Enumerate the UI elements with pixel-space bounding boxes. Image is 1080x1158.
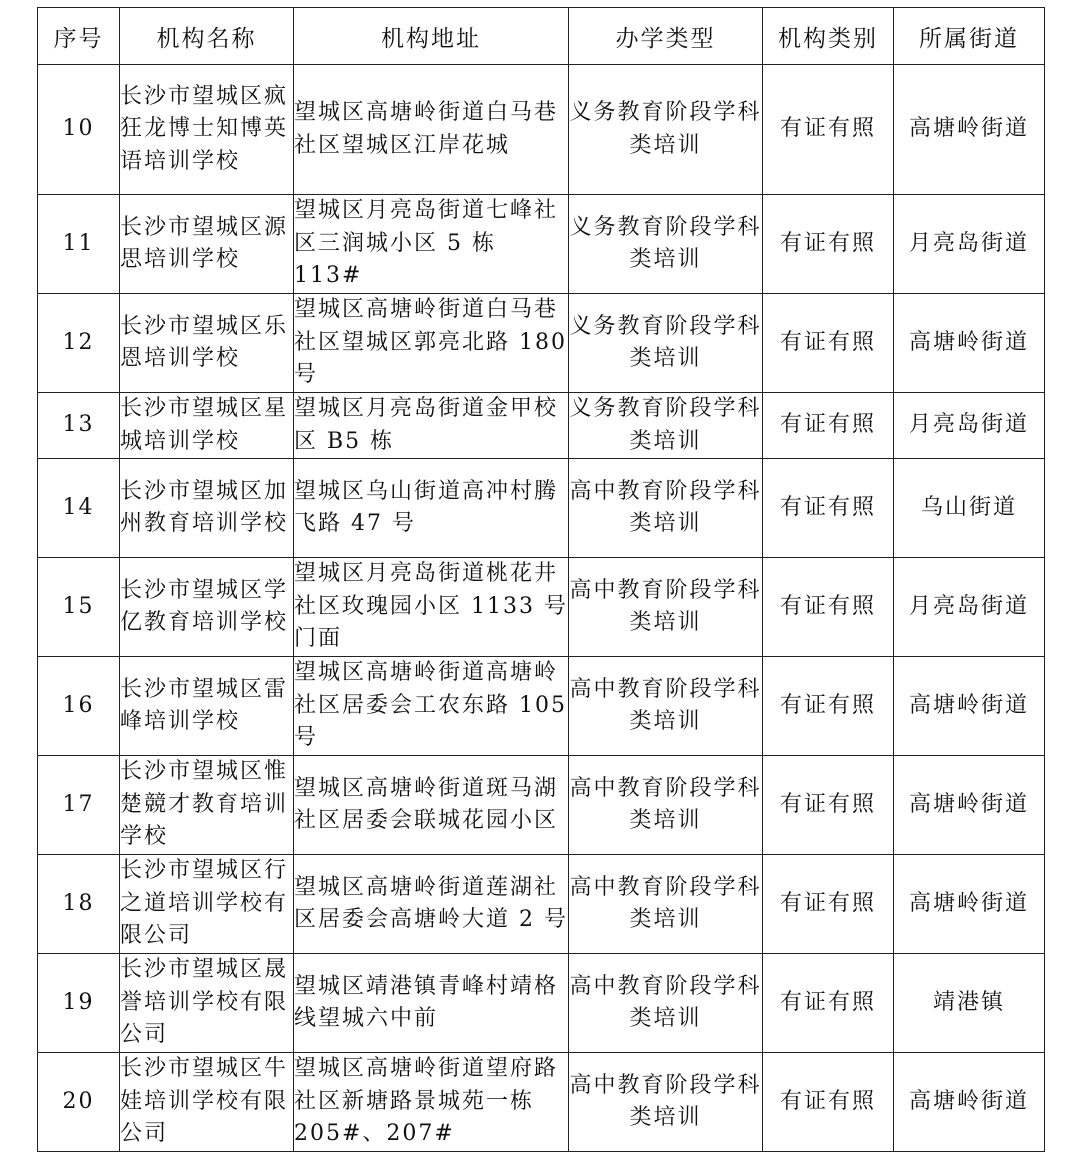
cell-no bbox=[38, 459, 120, 558]
cell-name bbox=[120, 195, 294, 294]
cell-category-text: 有证有照 bbox=[779, 412, 876, 438]
cell-type bbox=[569, 1053, 763, 1152]
header-address: 机构地址 bbox=[294, 8, 569, 65]
cell-name bbox=[120, 393, 294, 459]
cell-no bbox=[38, 558, 120, 657]
cell-no bbox=[38, 657, 120, 756]
cell-type-text: 高中教育阶段学科类培训 bbox=[569, 973, 762, 1031]
cell-category-text: 有证有照 bbox=[779, 890, 876, 916]
cell-name-text: 长沙市望城区雷峰培训学校 bbox=[120, 676, 289, 734]
cell-street-text: 高塘岭街道 bbox=[908, 890, 1029, 916]
cell-no bbox=[38, 195, 120, 294]
cell-no-text: 17 bbox=[62, 791, 95, 817]
cell-no bbox=[38, 294, 120, 393]
cell-no-text: 12 bbox=[62, 329, 95, 355]
cell-category bbox=[763, 756, 894, 855]
cell-name-text: 长沙市望城区乐恩培训学校 bbox=[120, 313, 289, 371]
cell-no bbox=[38, 65, 120, 195]
cell-name bbox=[120, 657, 294, 756]
cell-street bbox=[894, 558, 1045, 657]
cell-name-text: 长沙市望城区行之道培训学校有限公司 bbox=[120, 858, 289, 949]
cell-address-text: 望城区月亮岛街道七峰社区三润城小区 5 栋 113# bbox=[294, 198, 559, 289]
cell-street-text: 靖港镇 bbox=[932, 989, 1005, 1015]
cell-street-text: 高塘岭街道 bbox=[908, 692, 1029, 718]
cell-address-text: 望城区高塘岭街道望府路社区新塘路景城苑一栋 205#、207# bbox=[294, 1056, 559, 1147]
cell-address bbox=[294, 294, 569, 393]
cell-category bbox=[763, 459, 894, 558]
table-row bbox=[38, 393, 1045, 459]
cell-no-text: 13 bbox=[62, 412, 95, 438]
cell-type bbox=[569, 954, 763, 1053]
cell-address bbox=[294, 393, 569, 459]
cell-no-text: 14 bbox=[62, 494, 95, 520]
cell-category bbox=[763, 195, 894, 294]
cell-type bbox=[569, 657, 763, 756]
cell-category-text: 有证有照 bbox=[779, 593, 876, 619]
cell-category bbox=[763, 558, 894, 657]
cell-category bbox=[763, 294, 894, 393]
cell-street bbox=[894, 195, 1045, 294]
cell-type-text: 义务教育阶段学科类培训 bbox=[569, 214, 762, 272]
table-row bbox=[38, 459, 1045, 558]
cell-address-text: 望城区月亮岛街道桃花井社区玫瑰园小区 1133 号门面 bbox=[294, 561, 568, 652]
cell-name bbox=[120, 459, 294, 558]
cell-type bbox=[569, 756, 763, 855]
cell-street bbox=[894, 65, 1045, 195]
cell-name-text: 长沙市望城区加州教育培训学校 bbox=[120, 478, 289, 536]
cell-street-text: 高塘岭街道 bbox=[908, 1088, 1029, 1114]
table-row bbox=[38, 657, 1045, 756]
table-body bbox=[38, 65, 1045, 1152]
cell-name bbox=[120, 954, 294, 1053]
cell-name bbox=[120, 1053, 294, 1152]
cell-address bbox=[294, 65, 569, 195]
cell-no bbox=[38, 756, 120, 855]
cell-address bbox=[294, 657, 569, 756]
cell-address bbox=[294, 855, 569, 954]
cell-no-text: 11 bbox=[62, 230, 95, 256]
cell-category bbox=[763, 657, 894, 756]
cell-street-text: 月亮岛街道 bbox=[908, 593, 1029, 619]
cell-no bbox=[38, 1053, 120, 1152]
cell-name-text: 长沙市望城区学亿教育培训学校 bbox=[120, 577, 289, 635]
cell-name bbox=[120, 294, 294, 393]
cell-street-text: 高塘岭街道 bbox=[908, 329, 1029, 355]
cell-type-text: 高中教育阶段学科类培训 bbox=[569, 577, 762, 635]
cell-name-text: 长沙市望城区惟楚競才教育培训学校 bbox=[120, 759, 289, 850]
cell-type-text: 高中教育阶段学科类培训 bbox=[569, 874, 762, 932]
cell-address-text: 望城区高塘岭街道斑马湖社区居委会联城花园小区 bbox=[294, 775, 559, 833]
cell-street-text: 月亮岛街道 bbox=[908, 230, 1029, 256]
cell-street bbox=[894, 459, 1045, 558]
cell-no-text: 19 bbox=[62, 989, 95, 1015]
cell-street-text: 高塘岭街道 bbox=[908, 791, 1029, 817]
table-header bbox=[38, 8, 1045, 65]
cell-street-text: 乌山街道 bbox=[920, 494, 1017, 520]
table-row bbox=[38, 1053, 1045, 1152]
cell-type-text: 高中教育阶段学科类培训 bbox=[569, 478, 762, 536]
cell-category-text: 有证有照 bbox=[779, 230, 876, 256]
cell-name-text: 长沙市望城区源思培训学校 bbox=[120, 214, 289, 272]
cell-name-text: 长沙市望城区牛娃培训学校有限公司 bbox=[120, 1056, 289, 1147]
cell-no-text: 20 bbox=[62, 1088, 95, 1114]
cell-no-text: 15 bbox=[62, 593, 95, 619]
cell-street bbox=[894, 294, 1045, 393]
cell-category bbox=[763, 393, 894, 459]
cell-address-text: 望城区高塘岭街道白马巷社区望城区郭亮北路 180 号 bbox=[294, 297, 567, 388]
cell-address-text: 望城区靖港镇青峰村靖格线望城六中前 bbox=[294, 973, 559, 1031]
cell-type bbox=[569, 65, 763, 195]
table-row bbox=[38, 756, 1045, 855]
cell-street bbox=[894, 954, 1045, 1053]
cell-no-text: 16 bbox=[62, 692, 95, 718]
cell-category bbox=[763, 65, 894, 195]
cell-no bbox=[38, 954, 120, 1053]
cell-address bbox=[294, 1053, 569, 1152]
cell-street bbox=[894, 1053, 1045, 1152]
cell-address bbox=[294, 459, 569, 558]
cell-no bbox=[38, 393, 120, 459]
cell-type-text: 义务教育阶段学科类培训 bbox=[569, 396, 762, 454]
cell-type bbox=[569, 294, 763, 393]
table-row bbox=[38, 558, 1045, 657]
cell-category-text: 有证有照 bbox=[779, 494, 876, 520]
cell-name-text: 长沙市望城区疯狂龙博士知博英语培训学校 bbox=[120, 83, 289, 174]
cell-street-text: 月亮岛街道 bbox=[908, 412, 1029, 438]
cell-street bbox=[894, 393, 1045, 459]
cell-address-text: 望城区高塘岭街道莲湖社区居委会高塘岭大道 2 号 bbox=[294, 874, 568, 932]
cell-type bbox=[569, 459, 763, 558]
cell-category bbox=[763, 855, 894, 954]
cell-type-text: 高中教育阶段学科类培训 bbox=[569, 1072, 762, 1130]
cell-address-text: 望城区乌山街道高冲村腾飞路 47 号 bbox=[294, 478, 559, 536]
cell-category-text: 有证有照 bbox=[779, 1088, 876, 1114]
cell-type-text: 义务教育阶段学科类培训 bbox=[569, 313, 762, 371]
institution-table bbox=[37, 7, 1045, 1152]
table-row bbox=[38, 954, 1045, 1053]
table-row bbox=[38, 855, 1045, 954]
header-row bbox=[38, 8, 1045, 65]
cell-address-text: 望城区高塘岭街道高塘岭社区居委会工农东路 105 号 bbox=[294, 660, 567, 751]
cell-type-text: 高中教育阶段学科类培训 bbox=[569, 775, 762, 833]
cell-no-text: 18 bbox=[62, 890, 95, 916]
cell-no bbox=[38, 855, 120, 954]
cell-category-text: 有证有照 bbox=[779, 329, 876, 355]
cell-name-text: 长沙市望城区星城培训学校 bbox=[120, 396, 289, 454]
cell-type bbox=[569, 558, 763, 657]
cell-type bbox=[569, 195, 763, 294]
cell-category bbox=[763, 1053, 894, 1152]
cell-category-text: 有证有照 bbox=[779, 116, 876, 142]
cell-name bbox=[120, 65, 294, 195]
cell-name bbox=[120, 756, 294, 855]
cell-street bbox=[894, 855, 1045, 954]
cell-address bbox=[294, 195, 569, 294]
cell-name bbox=[120, 558, 294, 657]
cell-type-text: 义务教育阶段学科类培训 bbox=[569, 100, 762, 158]
table-row bbox=[38, 294, 1045, 393]
cell-type bbox=[569, 393, 763, 459]
header-street: 所属街道 bbox=[894, 8, 1045, 65]
cell-type bbox=[569, 855, 763, 954]
cell-category-text: 有证有照 bbox=[779, 989, 876, 1015]
cell-category-text: 有证有照 bbox=[779, 791, 876, 817]
cell-address bbox=[294, 756, 569, 855]
cell-category-text: 有证有照 bbox=[779, 692, 876, 718]
cell-address bbox=[294, 954, 569, 1053]
header-name: 机构名称 bbox=[120, 8, 294, 65]
table-row bbox=[38, 195, 1045, 294]
header-type: 办学类型 bbox=[569, 8, 763, 65]
cell-name bbox=[120, 855, 294, 954]
cell-address-text: 望城区月亮岛街道金甲校区 B5 栋 bbox=[294, 396, 559, 454]
cell-address bbox=[294, 558, 569, 657]
table-row bbox=[38, 65, 1045, 195]
cell-type-text: 高中教育阶段学科类培训 bbox=[569, 676, 762, 734]
cell-category bbox=[763, 954, 894, 1053]
cell-name-text: 长沙市望城区晟誉培训学校有限公司 bbox=[120, 957, 289, 1048]
header-category: 机构类别 bbox=[763, 8, 894, 65]
cell-street bbox=[894, 756, 1045, 855]
header-no: 序号 bbox=[38, 8, 120, 65]
cell-no-text: 10 bbox=[62, 116, 95, 142]
cell-street-text: 高塘岭街道 bbox=[908, 116, 1029, 142]
cell-street bbox=[894, 657, 1045, 756]
cell-address-text: 望城区高塘岭街道白马巷社区望城区江岸花城 bbox=[294, 100, 559, 158]
